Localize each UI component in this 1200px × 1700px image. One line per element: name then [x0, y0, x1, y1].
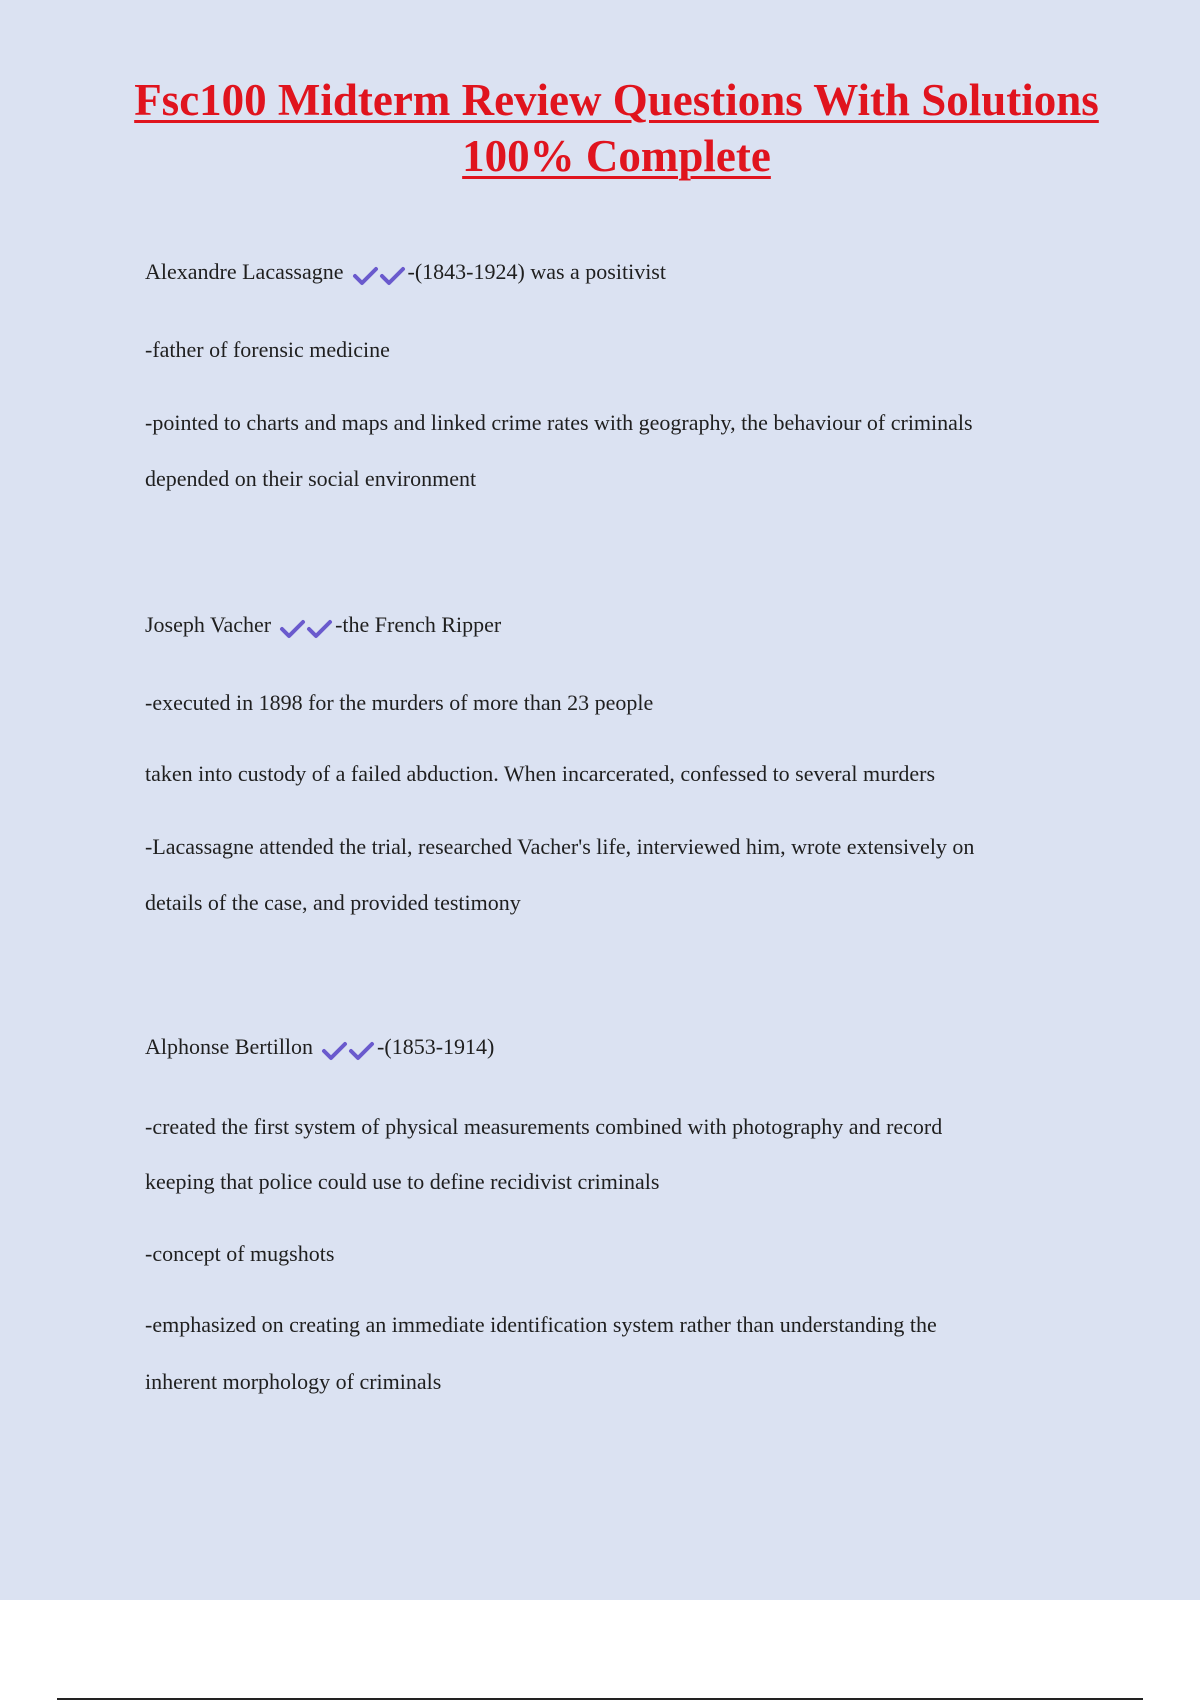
entry-line: -concept of mugshots: [145, 1241, 335, 1266]
check-icon: [321, 1041, 348, 1061]
entry-term: Alphonse Bertillon: [145, 1034, 314, 1059]
check-icon: [352, 266, 379, 286]
entry-line: inherent morphology of criminals: [145, 1369, 442, 1394]
entry-line: -executed in 1898 for the murders of more than 23 people: [145, 690, 654, 715]
entry-line: taken into custody of a failed abduction. When incarcerated, confessed to several murders: [145, 761, 936, 786]
entry-definition: -(1853-1914): [377, 1034, 495, 1059]
entry-line: -Lacassagne attended the trial, researched Vacher's life, interviewed him, wrote extensively on: [145, 834, 975, 859]
entry-heading-bertillon: [145, 1033, 494, 1063]
double-check-icon: [352, 260, 406, 288]
entry-term: Joseph Vacher: [145, 612, 272, 637]
check-icon: [348, 1041, 375, 1061]
double-check-icon: [321, 1035, 375, 1063]
entry-line: details of the case, and provided testimony: [145, 890, 521, 915]
entry-line: depended on their social environment: [145, 466, 477, 491]
entry-heading-lacassagne: [145, 258, 666, 288]
entry-line: -created the first system of physical measurements combined with photography and record: [145, 1114, 943, 1139]
entry-line: keeping that police could use to define recidivist criminals: [145, 1169, 660, 1194]
entry-line: -pointed to charts and maps and linked crime rates with geography, the behaviour of criminals: [145, 410, 973, 435]
entry-line: -father of forensic medicine: [145, 337, 390, 362]
entry-heading-vacher: [145, 611, 501, 641]
check-icon: [279, 619, 306, 639]
double-check-icon: [279, 613, 333, 641]
check-icon: [306, 619, 333, 639]
document-title: Fsc100 Midterm Review Questions With Solutions 100% Complete: [134, 75, 1099, 181]
entry-definition: -(1843-1924) was a positivist: [407, 259, 666, 284]
entry-term: Alexandre Lacassagne: [145, 259, 344, 284]
entry-line: -emphasized on creating an immediate identification system rather than understanding the: [145, 1312, 937, 1337]
check-icon: [379, 266, 406, 286]
entry-definition: -the French Ripper: [335, 612, 502, 637]
